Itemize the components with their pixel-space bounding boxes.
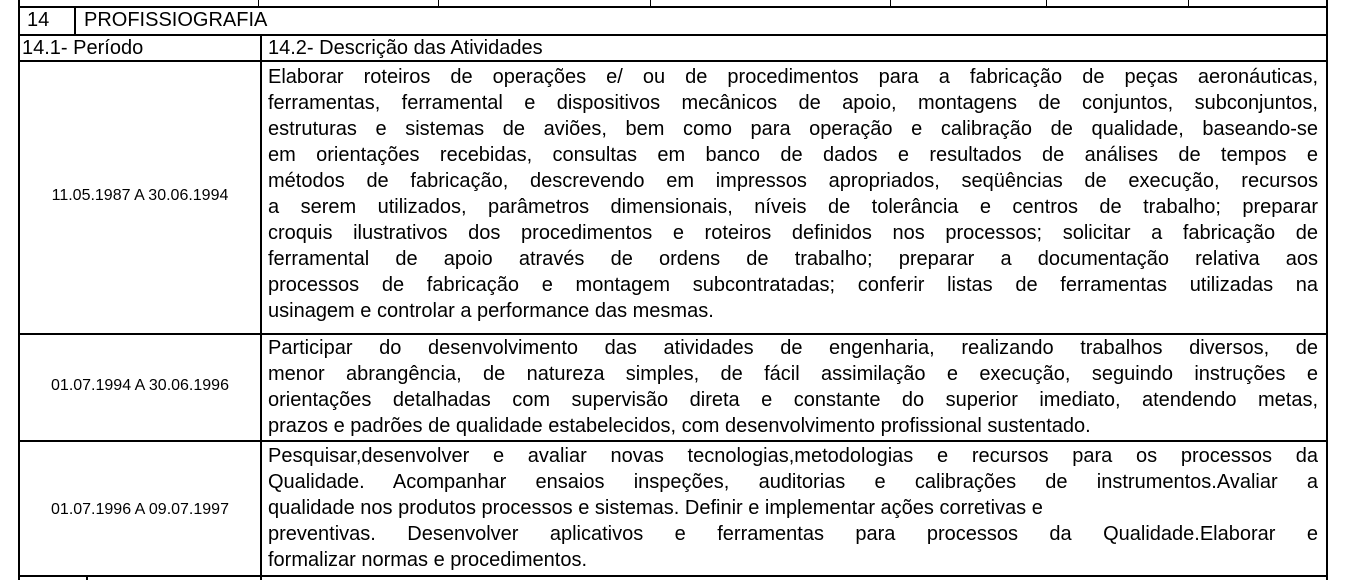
- description-line: croquis ilustrativos dos procedimentos e roteiros definidos nos processos; solicitar a fabricação de: [268, 222, 1318, 244]
- description-line: usinagem e controlar a performance das mesmas.: [268, 300, 714, 322]
- description-line: Elaborar roteiros de operações e/ ou de procedimentos para a fabricação de peças aeronáuticas,: [268, 66, 1318, 88]
- profissiografia-table: [18, 0, 1328, 580]
- description-line: estruturas e sistemas de aviões, bem como para operação e calibração de qualidade, baseando-se: [268, 118, 1318, 140]
- section-title: PROFISSIOGRAFIA: [84, 9, 268, 31]
- table-right-border: [1326, 0, 1328, 580]
- description-line: Participar do desenvolvimento das atividades de engenharia, realizando trabalhos diversos, de: [268, 337, 1318, 359]
- table-rule: [18, 440, 1328, 442]
- table-rule: [18, 34, 1328, 36]
- description-cell: [268, 335, 1318, 439]
- table-left-border: [18, 0, 20, 580]
- period-cell: 01.07.1996 A 09.07.1997: [51, 501, 229, 518]
- description-line: preventivas. Desenvolver aplicativos e ferramentas para processos da Qualidade.Elaborar e: [268, 523, 1318, 545]
- description-line: métodos de fabricação, descrevendo em impressos apropriados, seqüências de execução, recursos: [268, 170, 1318, 192]
- description-line: em orientações recebidas, consultas em banco de dados e resultados de análises de tempos e: [268, 144, 1318, 166]
- period-cell: 01.07.1994 A 30.06.1996: [51, 377, 229, 394]
- section-number-divider: [74, 6, 76, 34]
- description-line: orientações detalhadas com supervisão direta e constante do superior imediato, atendendo metas,: [268, 389, 1318, 411]
- description-line: processos de fabricação e montagem subcontratadas; conferir listas de ferramentas utilizadas na: [268, 274, 1318, 296]
- section-number: 14: [27, 9, 50, 31]
- description-line: ferramentas, ferramental e dispositivos mecânicos de apoio, montagens de conjuntos, subconjuntos,: [268, 92, 1318, 114]
- description-line: Pesquisar,desenvolver e avaliar novas tecnologias,metodologias e recursos para os processos da: [268, 445, 1318, 467]
- period-column-divider: [260, 34, 262, 580]
- description-line: qualidade nos produtos processos e sistemas. Definir e implementar ações corretivas e: [268, 497, 1043, 519]
- description-line: prazos e padrões de qualidade estabelecidos, com desenvolvimento profissional sustentado.: [268, 415, 1091, 437]
- description-line: formalizar normas e procedimentos.: [268, 549, 588, 571]
- table-rule: [18, 575, 1328, 577]
- description-cell: [268, 443, 1318, 573]
- description-line: Qualidade. Acompanhar ensaios inspeções, auditorias e calibrações de instrumentos.Avaliar a: [268, 471, 1318, 493]
- description-header: 14.2- Descrição das Atividades: [268, 37, 543, 59]
- description-cell: [268, 64, 1318, 324]
- description-line: ferramental de apoio através de ordens de trabalho; preparar a documentação relativa aos: [268, 248, 1318, 270]
- description-line: a serem utilizados, parâmetros dimensionais, níveis de tolerância e centros de trabalho; preparar: [268, 196, 1318, 218]
- divider-tick: [86, 575, 88, 580]
- period-header: 14.1- Período: [22, 37, 144, 59]
- table-rule: [18, 60, 1328, 62]
- period-cell: 11.05.1987 A 30.06.1994: [51, 187, 229, 204]
- description-line: menor abrangência, de natureza simples, de fácil assimilação e execução, seguindo instruções e: [268, 363, 1318, 385]
